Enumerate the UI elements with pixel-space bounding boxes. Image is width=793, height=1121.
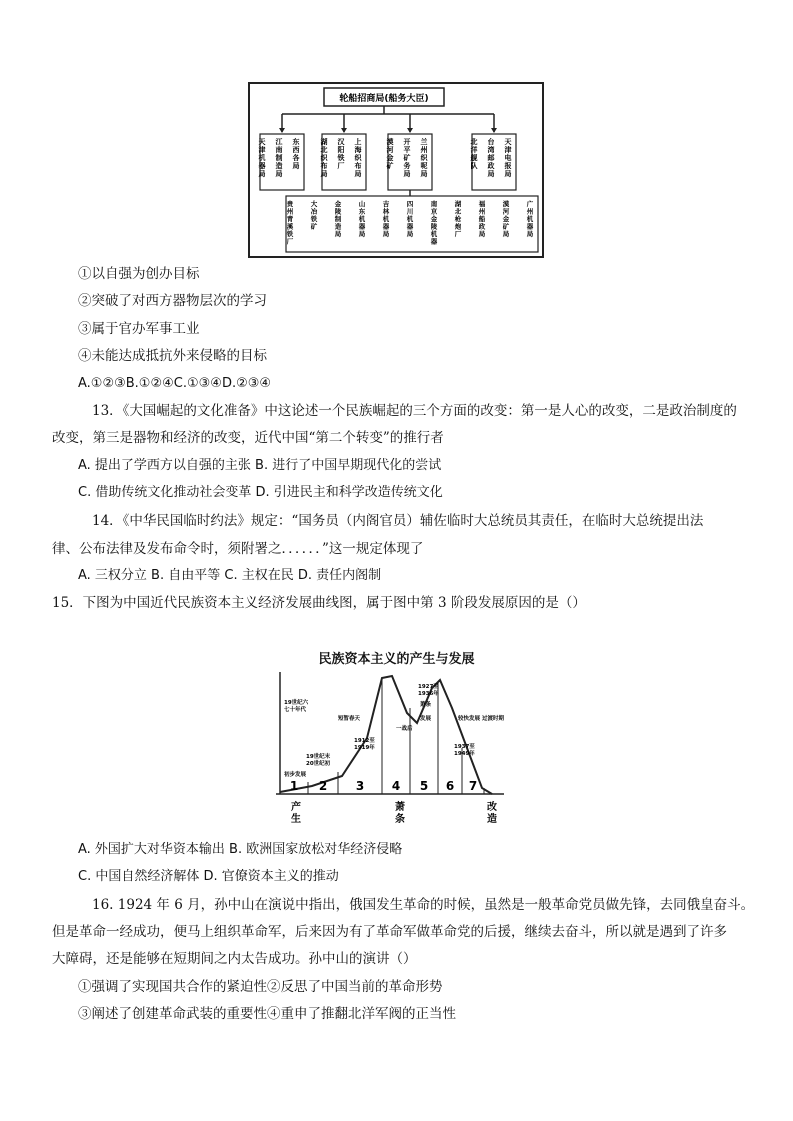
org-group-label <box>387 137 394 170</box>
svg-text:局: 局 <box>420 170 428 178</box>
svg-text:南: 南 <box>430 200 438 208</box>
svg-text:器: 器 <box>258 162 266 170</box>
svg-text:铁: 铁 <box>310 215 318 223</box>
svg-text:北: 北 <box>454 207 462 216</box>
svg-text:舰: 舰 <box>470 154 478 162</box>
svg-text:洋: 洋 <box>470 146 478 154</box>
org-bottom-label <box>382 199 390 238</box>
org-group-label <box>258 137 267 178</box>
svg-text:局: 局 <box>275 170 283 178</box>
svg-text:河: 河 <box>386 146 394 154</box>
chart-annotation: 初步发展 <box>284 772 307 778</box>
org-group-label <box>321 137 329 178</box>
q13-stem-1: 13．《大国崛起的文化准备》中这论述一个民族崛起的三个方面的改变：第一是人心的改变，二是政治制度的 <box>92 403 737 419</box>
q14-stem-2: 律、公布法律及发布命令时，须附署之．．．．．．”这一规定体现了 <box>52 541 424 557</box>
org-group-label <box>293 137 301 170</box>
phase-label: 产 <box>291 802 301 813</box>
org-group-label <box>505 137 513 178</box>
svg-text:矿: 矿 <box>502 222 510 231</box>
item-3: ③属于官办军事工业 <box>78 321 200 337</box>
svg-text:北: 北 <box>470 138 478 146</box>
svg-text:织: 织 <box>420 154 428 162</box>
svg-text:机: 机 <box>406 215 414 223</box>
svg-text:东: 东 <box>358 207 366 216</box>
svg-text:器: 器 <box>382 222 390 231</box>
svg-text:器: 器 <box>430 237 438 246</box>
stage-number: 6 <box>445 779 455 793</box>
chart-annotation: 19世纪六 <box>284 700 309 706</box>
svg-text:陵: 陵 <box>430 222 438 231</box>
item-2: ②突破了对西方器物层次的学习 <box>78 293 267 309</box>
phase-label: 条 <box>395 814 405 825</box>
phase-label: 萧 <box>395 802 405 813</box>
svg-text:机: 机 <box>382 215 390 223</box>
q16-items-34: ③阐述了创建革命武装的重要性④重申了推翻北洋军阀的正当性 <box>78 1006 456 1022</box>
svg-text:政: 政 <box>487 162 495 170</box>
org-group-label <box>470 137 478 170</box>
svg-text:大: 大 <box>310 200 318 208</box>
svg-text:台: 台 <box>487 138 495 146</box>
svg-text:湖: 湖 <box>454 200 462 208</box>
chart-annotation: 1937至 <box>454 744 475 750</box>
chart-annotation: 20世纪初 <box>306 761 331 767</box>
q14-options: A. 三权分立 B. 自由平等 C. 主权在民 D. 责任内阁制 <box>78 568 382 583</box>
svg-text:京: 京 <box>430 207 438 216</box>
svg-text:海: 海 <box>354 146 362 154</box>
q15-options-cd: C. 中国自然经济解体 D. 官僚资本主义的推动 <box>78 869 339 884</box>
chart-annotation: 过渡时期 <box>482 716 505 722</box>
svg-text:金: 金 <box>386 154 394 162</box>
chart-annotation: 一战后 <box>396 726 413 732</box>
svg-text:厂: 厂 <box>286 237 294 246</box>
svg-text:船: 船 <box>478 215 486 223</box>
svg-text:开: 开 <box>403 138 411 146</box>
svg-text:矿: 矿 <box>386 162 394 170</box>
svg-text:局: 局 <box>502 230 510 238</box>
org-group-label <box>487 137 495 178</box>
svg-text:政: 政 <box>478 222 486 231</box>
chart-annotation: 发展 <box>420 716 432 722</box>
phase-label: 生 <box>291 814 301 825</box>
svg-text:湾: 湾 <box>487 146 495 154</box>
phase-label: 改 <box>487 802 497 813</box>
svg-text:机: 机 <box>258 154 266 162</box>
svg-text:织: 织 <box>354 154 362 162</box>
svg-text:铁: 铁 <box>286 230 294 238</box>
org-bottom-label <box>310 199 318 231</box>
svg-text:阳: 阳 <box>337 146 345 154</box>
svg-text:器: 器 <box>358 222 366 231</box>
chart-annotation: 萧条 <box>420 702 432 708</box>
svg-text:布: 布 <box>320 162 328 170</box>
svg-text:局: 局 <box>478 230 486 238</box>
stage-number: 3 <box>355 779 365 793</box>
org-group-label <box>355 137 363 178</box>
svg-text:上: 上 <box>354 138 362 146</box>
stage-number: 2 <box>318 779 328 793</box>
svg-text:冶: 冶 <box>310 207 318 216</box>
org-group-label <box>421 137 429 178</box>
q16-items-12: ①强调了实现国共合作的紧迫性②反思了中国当前的革命形势 <box>78 979 443 995</box>
svg-text:电: 电 <box>504 154 512 162</box>
q13-options-cd: C. 借助传统文化推动社会变革 D. 引进民主和科学改造传统文化 <box>78 485 443 500</box>
org-bottom-label <box>526 199 534 238</box>
svg-text:局: 局 <box>504 170 512 178</box>
chart-annotation: 1912至 <box>354 738 375 744</box>
svg-text:局: 局 <box>292 162 300 170</box>
svg-text:队: 队 <box>470 162 478 170</box>
chart-annotation: 1936年 <box>418 691 439 697</box>
svg-text:州: 州 <box>478 207 486 216</box>
chart-annotation: 1927至 <box>418 684 439 690</box>
svg-text:汉: 汉 <box>337 138 345 146</box>
item-4: ④未能达成抵抗外来侵略的目标 <box>78 348 267 364</box>
svg-text:机: 机 <box>430 230 438 238</box>
org-top-label: 轮船招商局(船务大臣) <box>339 94 429 104</box>
org-bottom-label <box>335 199 342 238</box>
svg-text:呢: 呢 <box>420 162 428 170</box>
svg-text:兰: 兰 <box>420 138 428 146</box>
svg-text:织: 织 <box>320 154 328 162</box>
org-group-label <box>404 137 411 178</box>
q16-stem-1: 16. 1924 年 6 月，孙中山在演说中指出，俄国发生革命的时候，虽然是一般革命党员做先锋，去同俄皇奋斗。 <box>92 897 755 913</box>
item-1: ①以自强为创办目标 <box>78 266 200 282</box>
svg-text:林: 林 <box>382 207 390 216</box>
svg-text:局: 局 <box>320 170 328 178</box>
org-bottom-label <box>454 199 462 238</box>
svg-text:川: 川 <box>406 207 414 216</box>
development-chart <box>272 668 508 836</box>
svg-text:湖: 湖 <box>320 138 328 146</box>
org-bottom-label <box>430 199 438 246</box>
svg-text:局: 局 <box>406 230 414 238</box>
chart-annotation: 短暂春天 <box>338 716 361 722</box>
q12-options: A.①②③B.①②④C.①③④D.②③④ <box>78 376 272 391</box>
svg-text:造: 造 <box>334 222 342 231</box>
curve <box>280 676 492 794</box>
svg-text:北: 北 <box>320 146 328 154</box>
svg-text:邮: 邮 <box>487 154 495 162</box>
stage-number: 1 <box>289 779 299 793</box>
svg-text:平: 平 <box>403 146 411 154</box>
svg-text:州: 州 <box>526 207 534 216</box>
svg-text:津: 津 <box>258 146 266 154</box>
svg-text:局: 局 <box>354 170 362 178</box>
svg-text:器: 器 <box>526 222 534 231</box>
chart-annotation: 1919年 <box>354 745 375 751</box>
svg-text:布: 布 <box>354 162 362 170</box>
svg-text:局: 局 <box>358 230 366 238</box>
stage-number: 4 <box>391 779 401 793</box>
q15-options-ab: A. 外国扩大对华资本输出 B. 欧洲国家放松对华经济侵略 <box>78 842 403 857</box>
svg-text:四: 四 <box>406 200 414 208</box>
org-bottom-label <box>503 199 510 238</box>
svg-text:局: 局 <box>403 170 411 178</box>
svg-text:枪: 枪 <box>454 215 462 223</box>
svg-text:天: 天 <box>504 138 512 146</box>
chart-annotation: 1949年 <box>454 751 475 757</box>
svg-text:金: 金 <box>502 215 510 223</box>
svg-text:报: 报 <box>504 162 512 170</box>
svg-text:广: 广 <box>526 200 534 208</box>
svg-text:厂: 厂 <box>454 230 462 238</box>
chart-annotation: 较快发展 <box>458 716 481 722</box>
svg-text:东: 东 <box>292 138 300 146</box>
q13-options-ab: A. 提出了学西方以自强的主张 B. 进行了中国早期现代化的尝试 <box>78 458 442 473</box>
svg-text:溪: 溪 <box>286 222 294 231</box>
svg-text:津: 津 <box>504 146 512 154</box>
svg-text:南: 南 <box>275 146 283 154</box>
stage-number: 7 <box>468 779 478 793</box>
svg-text:贵: 贵 <box>286 200 294 208</box>
org-chart <box>248 82 544 258</box>
q16-stem-2: 但是革命一经成功，便马上组织革命军，后来因为有了革命军做革命党的后援，继续去奋斗，所以就是遇到了许多 <box>52 924 727 940</box>
svg-text:各: 各 <box>292 154 300 162</box>
svg-text:青: 青 <box>286 215 294 223</box>
svg-text:漠: 漠 <box>386 138 394 146</box>
svg-text:局: 局 <box>334 230 342 238</box>
svg-text:金: 金 <box>430 215 438 223</box>
svg-text:局: 局 <box>258 170 266 178</box>
svg-text:河: 河 <box>502 207 510 216</box>
phase-label: 造 <box>487 814 497 825</box>
svg-text:机: 机 <box>358 215 366 223</box>
svg-text:江: 江 <box>275 138 283 146</box>
q15-stem: 15．下图为中国近代民族资本主义经济发展曲线图，属于图中第 3 阶段发展原因的是（） <box>52 595 586 611</box>
svg-text:机: 机 <box>526 215 534 223</box>
svg-text:铁: 铁 <box>337 154 345 162</box>
svg-text:州: 州 <box>286 207 294 216</box>
org-bottom-label <box>358 199 366 238</box>
svg-text:矿: 矿 <box>403 154 411 162</box>
svg-text:福: 福 <box>478 200 486 208</box>
svg-text:制: 制 <box>275 154 283 162</box>
svg-text:制: 制 <box>334 215 342 223</box>
svg-text:金: 金 <box>334 200 342 208</box>
q16-stem-3: 大障碍，还是能够在短期间之内太告成功。孙中山的演讲（） <box>52 951 417 967</box>
svg-text:局: 局 <box>487 170 495 178</box>
chart-title: 民族资本主义的产生与发展 <box>318 652 475 667</box>
chart-annotation: 七十年代 <box>284 707 307 713</box>
org-group-label <box>337 137 346 170</box>
svg-text:器: 器 <box>406 222 414 231</box>
svg-text:天: 天 <box>258 138 266 146</box>
org-bottom-label <box>286 199 294 246</box>
svg-text:造: 造 <box>275 162 283 170</box>
svg-text:陵: 陵 <box>334 207 342 216</box>
q13-stem-2: 改变，第三是器物和经济的改变，近代中国“第二个转变”的推行者 <box>52 430 444 446</box>
svg-text:州: 州 <box>420 146 428 154</box>
stage-number: 5 <box>419 779 429 793</box>
svg-text:西: 西 <box>292 146 300 154</box>
org-bottom-label <box>478 199 486 238</box>
svg-text:山: 山 <box>358 200 366 208</box>
svg-text:矿: 矿 <box>310 222 318 231</box>
svg-text:厂: 厂 <box>337 162 345 170</box>
chart-annotation: 19世纪末 <box>306 754 331 760</box>
org-group-label <box>275 137 284 178</box>
svg-text:局: 局 <box>526 230 534 238</box>
org-bottom-label <box>406 200 414 238</box>
svg-text:炮: 炮 <box>454 222 462 231</box>
svg-text:务: 务 <box>403 162 411 170</box>
svg-text:漠: 漠 <box>502 200 510 208</box>
svg-text:吉: 吉 <box>382 200 390 208</box>
svg-text:局: 局 <box>382 230 390 238</box>
q14-stem-1: 14．《中华民国临时约法》规定：“国务员（内阁官员）辅佐临时大总统员其责任，在临时大总统提出法 <box>92 513 704 529</box>
